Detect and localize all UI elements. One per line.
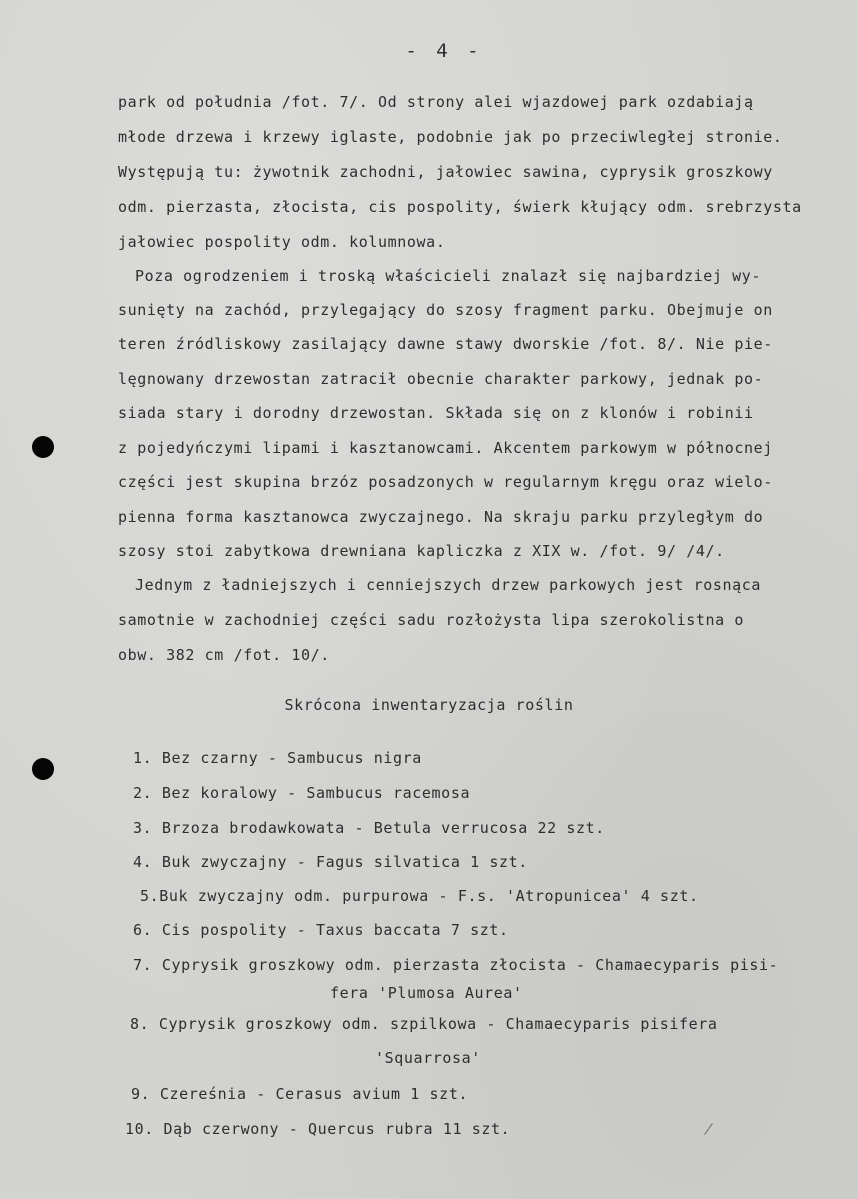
paragraph-line: odm. pierzasta, złocista, cis pospolity, świerk kłujący odm. srebrzysta	[118, 198, 802, 216]
paragraph-line: Jednym z ładniejszych i cenniejszych drzew parkowych jest rosnąca	[135, 576, 761, 594]
paragraph-line: lęgnowany drzewostan zatracił obecnie charakter parkowy, jednak po-	[118, 370, 764, 388]
paragraph-line: Występują tu: żywotnik zachodni, jałowiec sawina, cyprysik groszkowy	[118, 163, 773, 181]
paragraph-line: jałowiec pospolity odm. kolumnowa.	[118, 233, 446, 251]
inventory-item: 5.Buk zwyczajny odm. purpurowa - F.s. 'Atropunicea' 4 szt.	[140, 887, 699, 905]
paragraph-line: obw. 382 cm /fot. 10/.	[118, 646, 330, 664]
punch-hole	[32, 758, 54, 780]
inventory-item: 10. Dąb czerwony - Quercus rubra 11 szt.	[125, 1120, 511, 1138]
paragraph-line: teren źródliskowy zasilający dawne stawy dworskie /fot. 8/. Nie pie-	[118, 335, 773, 353]
paragraph-line: siada stary i dorodny drzewostan. Składa się on z klonów i robinii	[118, 404, 754, 422]
paragraph-line: samotnie w zachodniej części sadu rozłożysta lipa szerokolistna o	[118, 611, 744, 629]
paragraph-line: Poza ogrodzeniem i troską właścicieli znalazł się najbardziej wy-	[135, 267, 761, 285]
inventory-item: 9. Czereśnia - Cerasus avium 1 szt.	[131, 1085, 469, 1103]
inventory-item: 6. Cis pospolity - Taxus baccata 7 szt.	[133, 921, 509, 939]
inventory-item: 1. Bez czarny - Sambucus nigra	[133, 749, 422, 767]
pen-mark	[704, 1123, 713, 1135]
paragraph-line: park od południa /fot. 7/. Od strony alei wjazdowej park ozdabiają	[118, 93, 754, 111]
paragraph-line: szosy stoi zabytkowa drewniana kapliczka z XIX w. /fot. 9/ /4/.	[118, 542, 725, 560]
inventory-heading: Skrócona inwentaryzacja roślin	[284, 696, 574, 714]
punch-hole	[32, 436, 54, 458]
paragraph-line: sunięty na zachód, przylegający do szosy fragment parku. Obejmuje on	[118, 301, 773, 319]
paragraph-line: pienna forma kasztanowca zwyczajnego. Na skraju parku przyległym do	[118, 508, 764, 526]
inventory-item: 2. Bez koralowy - Sambucus racemosa	[133, 784, 471, 802]
inventory-item: 3. Brzoza brodawkowata - Betula verrucosa 22 szt.	[133, 819, 605, 837]
page-number: - 4 -	[405, 40, 483, 62]
inventory-item: 8. Cyprysik groszkowy odm. szpilkowa - Chamaecyparis pisifera	[130, 1015, 718, 1033]
paragraph-line: młode drzewa i krzewy iglaste, podobnie jak po przeciwległej stronie.	[118, 128, 783, 146]
paragraph-line: z pojedyńczymi lipami i kasztanowcami. Akcentem parkowym w północnej	[118, 439, 773, 457]
inventory-item-continuation: 'Squarrosa'	[375, 1049, 481, 1067]
inventory-item-continuation: fera 'Plumosa Aurea'	[330, 984, 523, 1002]
inventory-item: 7. Cyprysik groszkowy odm. pierzasta złocista - Chamaecyparis pisi-	[133, 956, 779, 974]
paragraph-line: części jest skupina brzóz posadzonych w regularnym kręgu oraz wielo-	[118, 473, 773, 491]
inventory-item: 4. Buk zwyczajny - Fagus silvatica 1 szt.	[133, 853, 528, 871]
